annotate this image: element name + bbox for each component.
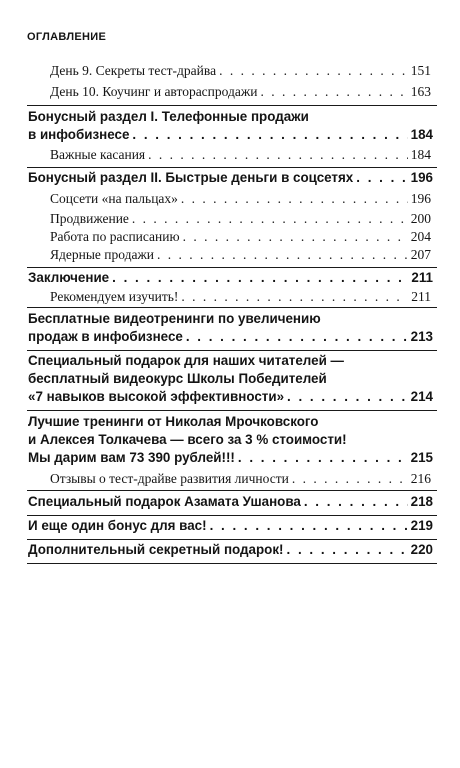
- dot-leader: [260, 84, 407, 100]
- entry-title: Заключение: [28, 270, 110, 285]
- page-number: 184: [410, 147, 431, 162]
- page-number: 151: [410, 63, 431, 78]
- toc-entry-secret[interactable]: [28, 542, 433, 557]
- entry-title: Соцсети «на пальцах»: [50, 191, 178, 206]
- toc-entry-gift[interactable]: [28, 389, 433, 404]
- toc-entry-bonus1-line1[interactable]: Бонусный раздел I. Телефонные продажи: [28, 109, 309, 124]
- entry-title: И еще один бонус для вас!: [28, 518, 207, 533]
- divider: [27, 267, 437, 268]
- dot-leader: [287, 542, 408, 557]
- dot-leader: [157, 247, 408, 263]
- entry-title: Дополнительный секретный подарок!: [28, 542, 284, 557]
- entry-title: продаж в инфобизнесе: [28, 329, 183, 344]
- entry-title: «7 навыков высокой эффективности»: [28, 389, 285, 404]
- divider: [27, 350, 437, 351]
- page-number: 211: [411, 270, 433, 285]
- dot-leader: [210, 518, 408, 533]
- divider: [27, 490, 437, 491]
- toc-entry-free-video-line1[interactable]: Бесплатные видеотренинги по увеличению: [28, 311, 321, 326]
- page-number: 207: [410, 247, 431, 262]
- dot-leader: [148, 147, 408, 163]
- divider: [27, 563, 437, 564]
- dot-leader: [186, 329, 408, 344]
- entry-title: Продвижение: [50, 211, 129, 226]
- entry-title: в инфобизнесе: [28, 127, 130, 142]
- entry-title: Рекомендуем изучить!: [50, 289, 179, 304]
- entry-title: Бонусный раздел II. Быстрые деньги в соцсетях: [28, 170, 354, 185]
- toc-entry-trainings-line2[interactable]: и Алексея Толкачева — всего за 3 % стоимости!: [28, 432, 347, 447]
- toc-entry-bonus2[interactable]: [28, 170, 433, 185]
- page-number: 196: [410, 191, 431, 206]
- page-number: 163: [410, 84, 431, 99]
- toc-entry-gift-line1[interactable]: Специальный подарок для наших читателей —: [28, 353, 344, 368]
- dot-leader: [356, 170, 407, 185]
- entry-title: Отзывы о тест-драйве развития личности: [50, 471, 289, 486]
- dot-leader: [112, 270, 408, 285]
- divider: [27, 515, 437, 516]
- section-header: ОГЛАВЛЕНИЕ: [27, 31, 107, 43]
- toc-entry-recommend[interactable]: [50, 289, 431, 305]
- page-number: 213: [410, 329, 433, 344]
- page-number: 220: [410, 542, 433, 557]
- divider: [27, 410, 437, 411]
- dot-leader: [132, 127, 407, 142]
- page-number: 215: [410, 450, 433, 465]
- toc-entry-free-video[interactable]: [28, 329, 433, 344]
- dot-leader: [181, 289, 408, 305]
- toc-entry-reviews[interactable]: [50, 471, 431, 487]
- toc-entry-core-sales[interactable]: [50, 247, 431, 263]
- toc-entry-promotion[interactable]: [50, 211, 431, 227]
- entry-title: Важные касания: [50, 147, 146, 162]
- divider: [27, 539, 437, 540]
- page-number: 184: [410, 127, 433, 142]
- page-number: 214: [410, 389, 433, 404]
- page-number: 204: [410, 229, 431, 244]
- page-number: 196: [410, 170, 433, 185]
- toc-entry-bonus1[interactable]: [28, 127, 433, 142]
- dot-leader: [183, 229, 408, 245]
- dot-leader: [132, 211, 408, 227]
- dot-leader: [292, 471, 408, 487]
- page-number: 216: [410, 471, 431, 486]
- dot-leader: [181, 191, 408, 207]
- page-number: 219: [410, 518, 433, 533]
- divider: [27, 307, 437, 308]
- toc-entry-schedule[interactable]: [50, 229, 431, 245]
- toc-entry-conclusion[interactable]: [28, 270, 433, 285]
- entry-title: Мы дарим вам 73 390 рублей!!!: [28, 450, 235, 465]
- toc-entry-azamat[interactable]: [28, 494, 433, 509]
- toc-entry-gift-line2[interactable]: бесплатный видеокурс Школы Победителей: [28, 371, 327, 386]
- entry-title: День 9. Секреты тест-драйва: [50, 63, 217, 78]
- dot-leader: [219, 63, 408, 79]
- divider: [27, 105, 437, 106]
- entry-title: Специальный подарок Азамата Ушанова: [28, 494, 301, 509]
- dot-leader: [287, 389, 408, 404]
- toc-entry-socnets[interactable]: [50, 191, 431, 207]
- toc-entry-one-more[interactable]: [28, 518, 433, 533]
- toc-entry-trainings[interactable]: [28, 450, 433, 465]
- page-number: 218: [410, 494, 433, 509]
- dot-leader: [304, 494, 408, 509]
- dot-leader: [238, 450, 408, 465]
- page-number: 211: [411, 289, 431, 304]
- toc-entry-touches[interactable]: [50, 147, 431, 163]
- toc-entry-day10[interactable]: [50, 84, 431, 100]
- entry-title: Работа по расписанию: [50, 229, 180, 244]
- entry-title: День 10. Коучинг и автораспродажи: [50, 84, 258, 99]
- toc-entry-day9[interactable]: [50, 63, 431, 79]
- toc-entry-trainings-line1[interactable]: Лучшие тренинги от Николая Мрочковского: [28, 414, 319, 429]
- divider: [27, 167, 437, 168]
- page-number: 200: [410, 211, 431, 226]
- entry-title: Ядерные продажи: [50, 247, 155, 262]
